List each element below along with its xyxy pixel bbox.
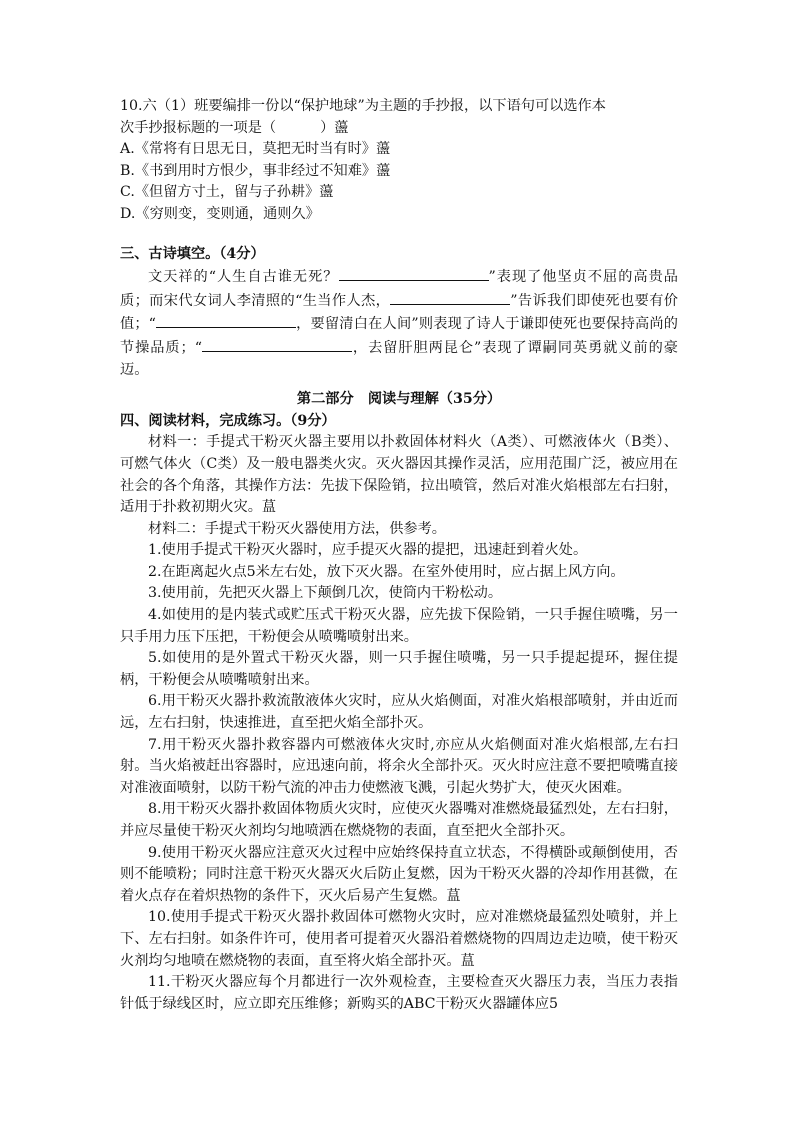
question-10-stem-line1: 10.六（1）班要编排一份以“保护地球”为主题的手抄报，以下语句可以选作本 [120,98,606,114]
option-b: B.《书到用时方恨少，事非经过不知难》蘯 [120,162,391,179]
usage-item-6: 6.用干粉灭火器扑救流散液体火灾时，应从火焰侧面，对准火焰根部喷射，并由近而远，左右扫射，快速推进，直至把火焰全部扑灭。 [120,693,678,732]
fill-blank-2 [390,289,510,305]
part-2-title: 第二部分 阅读与理解（35分） [296,391,502,408]
usage-item-10: 10.使用手提式干粉灭火器扑救固体可燃物火灾时，应对准燃烧最猛烈处喷射，并上下、左右扫射。如条件许可，使用者可提着灭火器沿着燃烧物的四周边走边喷，使干粉灭火剂均匀地喷在燃烧物的表面，直至将火焰全部扑灭。蒀 [120,909,678,969]
usage-item-7: 7.用干粉灭火器扑救容器内可燃液体火灾时,亦应从火焰侧面对准火焰根部,左右扫射。当火焰被赶出容器时，应迅速向前，将余火全部扑灭。灭火时应注意不要把喷嘴直接对准液面喷射，以防干粉气流的冲击力使燃液飞溅，引起火势扩大，使灭火困难。 [120,736,678,796]
poem-text-5: ，去留肝胆两昆仑”表现了谭嗣同英勇就义前的豪迈。 [120,339,678,378]
usage-item-8: 8.用干粉灭火器扑救固体物质火灾时，应使灭火器嘴对准燃烧最猛烈处，左右扫射，并应尽量使干粉灭火剂均匀地喷洒在燃烧物的表面，直至把火全部扑灭。 [120,801,678,839]
document-page [120,96,678,1015]
usage-item-1: 1.使用手提式干粉灭火器时，应手提灭火器的提把，迅速赶到着火处。 [148,542,588,559]
poem-text-3: ”告诉我们即使死也要有价值；“ [120,292,678,333]
stray-mark: 蘯 [334,119,349,136]
material-1: 材料一：手提式干粉灭火器主要用以扑救固体材料火（A类）、可燃液体火（B类）、可燃气体火（C类）及一般电器类火灾。灭火器因其操作灵活，应用范围广泛，被应用在社会的各个角落，其操作方法：先拔下保险销，拉出喷管，然后对准火焰根部左右扫射，适用于扑救初期火灾。蒀 [120,434,678,516]
section-3-title: 三、古诗填空。（4分） [120,245,265,262]
option-a: A.《常将有日思无日，莫把无时当有时》蘯 [120,141,391,158]
poem-text-1: 文天祥的“人生自古谁无死？ [148,269,339,286]
material-2: 材料二：手提式干粉灭火器使用方法，供参考。 [148,520,446,537]
question-10-stem [120,96,678,139]
usage-item-9: 9.使用干粉灭火器应注意灭火过程中应始终保持直立状态，不得横卧或颠倒使用，否则不能喷粉；同时注意干粉灭火器灭火后防止复燃，因为干粉灭火器的冷却作用甚微，在着火点存在着炽热物的条件下，灭火后易产生复燃。蒀 [120,844,678,904]
closing-bracket: ） [320,119,335,136]
usage-item-4: 4.如使用的是内装式或贮压式干粉灭火器，应先拔下保险销，一只手握住喷嘴，另一只手用力压下压把，干粉便会从喷嘴喷射出来。 [120,607,678,645]
usage-item-2: 2.在距离起火点5米左右处，放下灭火器。在室外使用时，应占据上风方向。 [148,563,625,580]
poem-text-2: ”表现了他坚贞不屈的高贵品质；而宋代女词人李清照的“生当作人杰， [120,269,678,309]
option-c: C.《但留方寸土，留与子孙耕》蘯 [120,184,334,201]
usage-item-3: 3.使用前，先把灭火器上下颠倒几次，使筒内干粉松动。 [148,585,503,602]
question-10-stem-line2: 次手抄报标题的一项是（ [120,119,277,136]
poem-fill-paragraph [120,265,678,381]
option-d: D.《穷则变，变则通，通则久》 [120,205,320,222]
fill-blank-4 [202,336,352,352]
fill-blank-1 [339,265,489,281]
poem-text-4: ，要留清白在人间”则表现了诗人于谦即使死也要保持高尚的节操品质；“ [120,316,678,356]
fill-blank-3 [156,312,296,328]
usage-item-11: 11.干粉灭火器应每个月都进行一次外观检查，主要检查灭火器压力表，当压力表指针低于绿线区时，应立即充压维修；新购买的ABC干粉灭火器罐体应5 [120,974,678,1012]
usage-item-5: 5.如使用的是外置式干粉灭火器，则一只手握住喷嘴，另一只手提起提环，握住提柄，干粉便会从喷嘴喷射出来。 [120,650,678,688]
section-4-title: 四、阅读材料，完成练习。（9分） [120,412,336,429]
